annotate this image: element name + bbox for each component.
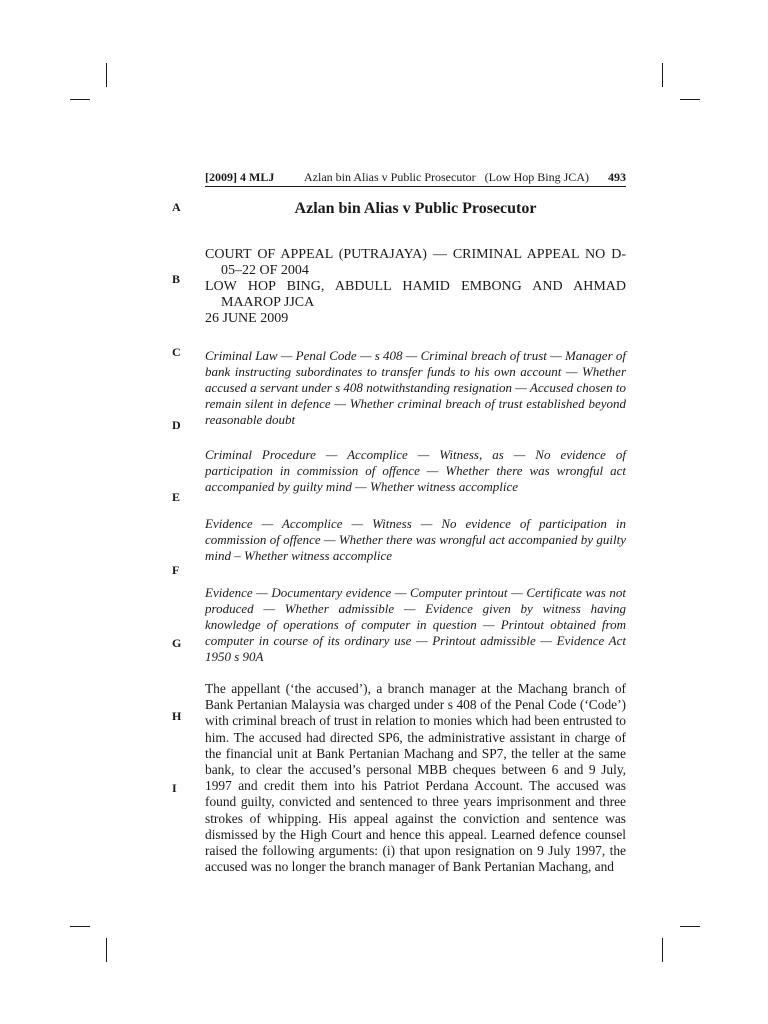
margin-marker-b: B <box>172 272 181 286</box>
catchword-criminal-procedure: Criminal Procedure — Accomplice — Witness, as — No evidence of participation in commission of offence — Whether there was wrongful act accompanied by guilty mind — Whether witness accomplice <box>205 447 626 494</box>
margin-marker-e: E <box>172 490 181 504</box>
judges-line: LOW HOP BING, ABDULL HAMID EMBONG AND AHMAD MAAROP JJCA <box>205 279 626 310</box>
crop-mark-top-left <box>70 99 90 100</box>
crop-mark-bottom-right <box>662 938 663 962</box>
margin-marker-c: C <box>172 345 181 359</box>
margin-marker-f: F <box>172 563 180 577</box>
catchword-criminal-law: Criminal Law — Penal Code — s 408 — Criminal breach of trust — Manager of bank instructing subordinates to transfer funds to his own account — Whether accused a servant under s 408 notwithstanding resignation — Accused chosen to remain silent in defence — Whether criminal breach of trust established beyond reasonable doubt <box>205 348 626 427</box>
court-block <box>205 247 626 327</box>
decision-date: 26 JUNE 2009 <box>205 311 289 326</box>
crop-mark-top-left <box>106 63 107 87</box>
catchword-evidence-documentary: Evidence — Documentary evidence — Computer printout — Certificate was not produced — Whether admissible — Evidence given by witness having knowledge of operations of computer in question — Printout obtained from computer in course of its ordinary use — Printout admissible — Evidence Act 1950 s 90A <box>205 585 626 664</box>
court-line: COURT OF APPEAL (PUTRAJAYA) — CRIMINAL APPEAL NO D-05–22 OF 2004 <box>205 247 626 278</box>
margin-marker-a: A <box>172 200 181 214</box>
crop-mark-bottom-left <box>70 926 90 927</box>
running-header <box>205 168 626 186</box>
page-number: 493 <box>608 170 626 184</box>
crop-mark-top-right <box>662 63 663 87</box>
margin-marker-d: D <box>172 418 181 432</box>
crop-mark-bottom-left <box>106 938 107 962</box>
crop-mark-bottom-right <box>680 926 700 927</box>
margin-marker-g: G <box>172 636 182 650</box>
margin-marker-i: I <box>172 781 177 795</box>
case-summary-paragraph: The appellant (‘the accused’), a branch manager at the Machang branch of Bank Pertanian Malaysia was charged under s 408 of the Penal Code (‘Code’) with criminal breach of trust in relation to monies which had been entrusted to him. The accused had directed SP6, the administrative assistant in charge of the financial unit at Bank Pertanian Machang and SP7, the teller at the same bank, to clear the accused’s personal MBB cheques between 6 and 9 July, 1997 and credit them into his Patriot Perdana Account. The accused was found guilty, convicted and sentenced to three years imprisonment and three strokes of whipping. His appeal against the conviction and sentence was dismissed by the High Court and hence this appeal. Learned defence counsel raised the following arguments: (i) that upon resignation on 9 July 1997, the accused was no longer the branch manager of Bank Pertanian Machang, and <box>205 681 626 875</box>
crop-mark-top-right <box>680 99 700 100</box>
case-title: Azlan bin Alias v Public Prosecutor <box>294 200 537 217</box>
catchword-evidence-accomplice: Evidence — Accomplice — Witness — No evidence of participation in commission of offence — Whether there was wrongful act accompanied by guilty mind – Whether witness accomplice <box>205 516 626 563</box>
margin-marker-h: H <box>172 709 182 723</box>
report-citation: [2009] 4 MLJ <box>205 170 275 184</box>
running-title: Azlan bin Alias v Public Prosecutor (Low Hop Bing JCA) <box>304 170 589 184</box>
header-rule <box>205 186 626 187</box>
